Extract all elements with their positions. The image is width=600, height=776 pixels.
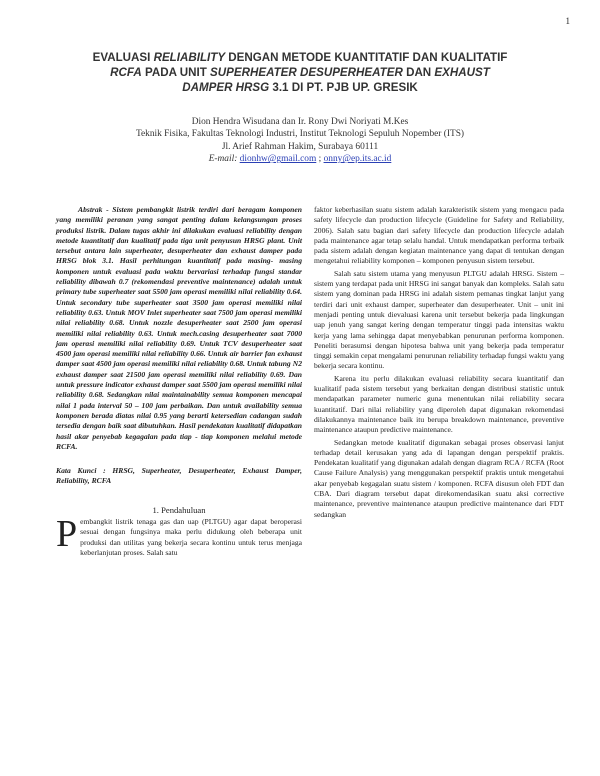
title-line-2: RCFA PADA UNIT SUPERHEATER DESUPERHEATER DAN EXHAUST [110, 66, 490, 79]
body-paragraph: Sedangkan metode kualitatif digunakan sebagai proses observasi lanjut terhadap detail kerusakan yang ada di lapangan dengan perspektif praktis. Pendekatan kualitatif yang digunakan adalah dengan diagram RCA / RCFA (Root Cause Failure Analysis) yang menggunakan perspektif praktis untuk mengetahui akar penyebab kegagalan suatu sistem / komponen. RCFA disusun oleh FDT dan CBA. Dari diagram tersebut dapat direkomendasikan suatu aksi corrective maintenance, preventive maintenance ataupun predictive maintenance dari FDT sedangkan [314, 437, 564, 519]
right-column [314, 205, 564, 522]
author-names: Dion Hendra Wisudana dan Ir. Rony Dwi Noriyati M.Kes [191, 117, 409, 127]
email-link-1[interactable]: dionhw@gmail.com [239, 154, 317, 165]
body-paragraph: faktor keberhasilan suatu sistem adalah karakteristik sistem yang mengacu pada safety lifecycle dan production lifecycle (Guideline for Safety and Reliability, 2006). Salah satu bagian dari safety lifecycle dan production lifecycle adalah pada maintenance agar tetap selalu handal. Untuk mendapatkan performa terbaik pada sistem adalah dengan kegiatan maintenance yang dapat di tentukan dengan mengetahui reliability komponen – komponen penyusun sistem tersebut. [314, 205, 564, 266]
introduction-paragraph: Pembangkit listrik tenaga gas dan uap (PLTGU) agar dapat beroperasi sesuai dengan fungsinya maka perlu didukung oleh beberapa unit produksi dan utilitas yang bekerja secara kontinu untuk terus menjaga keberlanjutan proses. Salah satu [56, 513, 302, 557]
abstract: Abstrak - Sistem pembangkit listrik terdiri dari beragam komponen yang memiliki peranan yang sangat penting dalam kelangsungan proses produksi listrik. Dalam tugas akhir ini dilakukan evaluasi reliability dengan metode kuantitatif dan kualitatif pada tiga unit penyusun HRSG plant. Unit tersebut antara lain superheater, desuperheater dan exhaust damper pada HRSG blok 3.1. Hasil perhitungan kuantitatif pada masing- masing komponen untuk evaluasi pada waktu bervariasi terhadap fungsi standar reliability dibawah 0.7 (rekomendasi preventive maintenance) adalah untuk primary tube superheater saat 5500 jam operasi memiliki nilai reliability 0.64. Untuk secondary tube superheater saat 3500 jam operasi memiliki nilai reliability 0.63. Untuk MOV Inlet superheater saat 7500 jam operasi memiliki nilai reliability 0.68. Untuk nozzle desuperheater saat 2500 jam operasi memiliki nilai reliability 0.63. Untuk mech.casing desuperheater saat 7000 jam operasi memiliki nilai reliability 0.69. Untuk TCV desuperheater saat 4500 jam operasi memiliki nilai reliability 0.66. Untuk air barrier fan exhaust damper saat 4500 jam operasi memiliki nilai reliability 0.68. Untuk tabung N2 exhaust damper saat 21500 jam operasi memiliki nilai reliability 0.69. Dan untuk pressure indicator exhaust damper saat 5500 jam operasi memiliki nilai reliability 0.68. Sedangkan nilai maintainability semua komponen mencapai nilai 1 pada interval 50 – 100 jam perbaikan. Dan untuk availability semua komponen berada diatas nilai 0.95 yang berarti ketersedian cadangan sudah tersedia dengan baik saat dibutuhkan. Hasil pendekatan kualitatif didapatkan hasil akar penyebab kegagalan pada tiap - tiap komponen melalui metode RCFA. [56, 205, 302, 451]
body-paragraph: Karena itu perlu dilakukan evaluasi reliability secara kuantitatif dan kualitatif pada sistem tersebut yang berkaitan dengan distribusi statistic untuk mendapatkan parameter numeric guna menentukan nilai reliability secara kuantitatif. Dari nilai reliability yang diperoleh dapat digunakan rekomendasi dilakukannya maintenance baik itu berupa breakdown maintenance, preventive maintenance ataupun predictive maintenance. [314, 373, 564, 435]
author-block [40, 116, 560, 166]
keywords: Kata Kunci : HRSG, Superheater, Desuperheater, Exhaust Damper, Reliability, RCFA [56, 466, 302, 486]
left-column [56, 205, 302, 558]
email-link-2[interactable]: onny@ep.its.ac.id [323, 154, 392, 165]
paper-title [40, 50, 560, 95]
author-address: Jl. Arief Rahman Hakim, Surabaya 60111 [221, 141, 379, 152]
author-emails: E-mail: dionhw@gmail.com ; onny@ep.its.ac.id [208, 154, 392, 165]
title-line-1: EVALUASI RELIABILITY DENGAN METODE KUANTITATIF DAN KUALITATIF [92, 51, 508, 64]
author-affiliation: Teknik Fisika, Fakultas Teknologi Industri, Institut Teknologi Sepuluh Nopember (ITS) [135, 129, 465, 140]
drop-cap: P [56, 513, 78, 556]
title-line-3: DAMPER HRSG 3.1 DI PT. PJB UP. GRESIK [182, 81, 418, 94]
section-title-introduction: 1. Pendahuluan [152, 504, 206, 515]
page-number: 1 [565, 16, 570, 26]
body-paragraph: Salah satu sistem utama yang menyusun PLTGU adalah HRSG. Sistem – sistem yang terdapat pada unit HRSG ini sangat banyak dan kompleks. Salah satu sistem yang dominan pada HRSG ini adalah sistem pemanas tingkat lanjut yang terdiri dari unit exhaust damper, superheater dan desuperheater. Unit – unit ini menjadi penting untuk dievaluasi karena unit tersebut bekerja pada lingkungan uap jenuh yang sangat kering dengan temperatur tinggi pada intensitas waktu kerja yang lama sehingga dapat menyebabkan penurunan performa komponen. Peneliti berasumsi dengan hipotesa bahwa unit yang bekerja pada temperatur tinggi semakin cepat mengalami penurunan reliability terhadap fungsi waktu yang bekerja secara kontinu. [314, 268, 564, 371]
